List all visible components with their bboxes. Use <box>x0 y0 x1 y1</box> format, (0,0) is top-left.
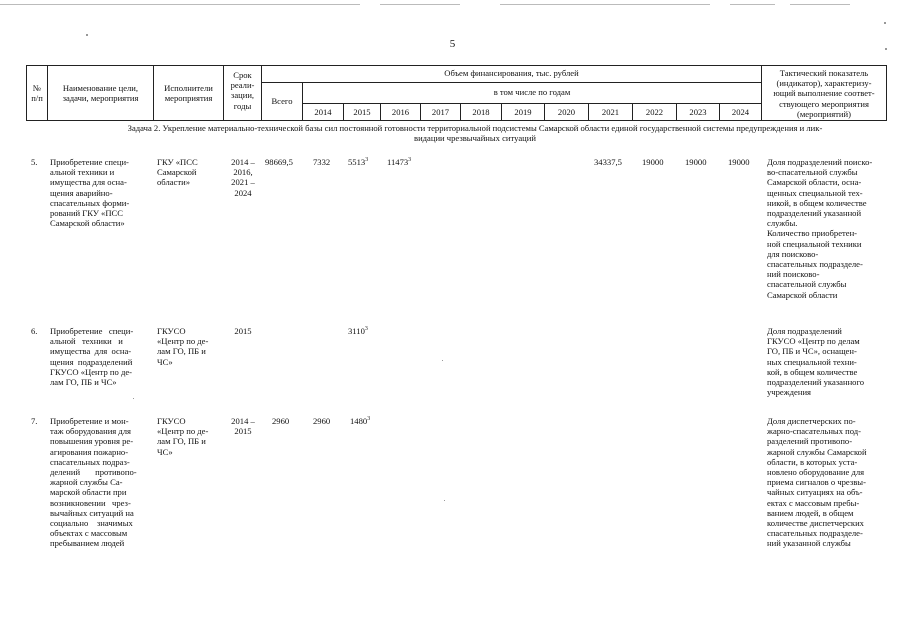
row-num: 6. <box>31 326 38 336</box>
year-2022: 2022 <box>645 107 664 117</box>
header-funding: Объем финансирования, тыс. рублей <box>444 68 579 78</box>
year-2020: 2020 <box>557 107 576 117</box>
scan-speck <box>86 34 88 36</box>
row-executor: ГКУСО «Центр по де- лам ГО, ПБ и ЧС» <box>157 326 209 367</box>
scan-speck <box>133 398 134 399</box>
year-2016: 2016 <box>391 107 410 117</box>
row-executor: ГКУ «ПСС Самарской области» <box>157 157 198 188</box>
row-term: 2014 – 2016, 2021 – 2024 <box>231 157 255 198</box>
row-2021: 34337,5 <box>594 157 622 167</box>
header-total: Всего <box>271 96 293 106</box>
row-2015: 1480$^3$ <box>350 416 371 426</box>
scan-speck <box>884 22 886 24</box>
row-2023: 19000 <box>685 157 707 167</box>
row-2015: 3110$^3$ <box>348 326 368 336</box>
row-2024: 19000 <box>728 157 750 167</box>
year-2014: 2014 <box>314 107 332 117</box>
row-2014: 2960 <box>313 416 331 426</box>
row-total: 2960 <box>272 416 290 426</box>
row-indicator: Доля подразделений поиско- во-спасательной службы Самарской области, осна- щенных специальной тех- никой, в общем количестве подразделений указанной службы. Количество приобретен- ной специальной техники для поисково- спасательных подразделе- ний поисково- спасательной службы Самарской области <box>767 157 873 300</box>
year-2024: 2024 <box>731 107 750 117</box>
header-by-years: в том числе по годам <box>493 87 571 97</box>
page-number: 5 <box>449 38 456 50</box>
year-2015: 2015 <box>353 107 371 117</box>
row-term: 2014 – 2015 <box>231 416 255 437</box>
scan-speck <box>442 360 443 361</box>
year-2023: 2023 <box>689 107 707 117</box>
row-executor: ГКУСО «Центр по де- лам ГО, ПБ и ЧС» <box>157 416 209 457</box>
year-2021: 2021 <box>601 107 620 117</box>
year-2019: 2019 <box>514 107 532 117</box>
task-heading: Задача 2. Укрепление материально-технической базы сил постоянной готовности территориальной подсистемы Самарской области единой государственной системы предупреждения и лик- видации чрезвычайных ситуаций <box>127 123 823 144</box>
header-term: Срок реали- зации, годы <box>230 70 255 111</box>
header-name: Наименование цели, задачи, мероприятия <box>62 83 139 104</box>
row-total: 98669,5 <box>265 157 293 167</box>
row-name: Приобретение и мон- таж оборудования для повышения уровня ре- агирования пожарно- спасательных подраз- делений противопо- жарной службы Са- марской области при возникновении чрез- вычайных ситуаций на социально значимых объектах с массовым пребыванием людей <box>50 416 137 549</box>
row-name: Приобретение специ- альной техники и имущества для осна- щения аварийно- спасательных форми- рований ГКУ «ПСС Самарской области» <box>50 157 130 229</box>
row-num: 7. <box>31 416 38 426</box>
header-indicator: Тактический показатель (индикатор), характеризу- ющий выполнение соответ- ствующего мероприятия (мероприятий) <box>773 68 875 119</box>
row-indicator: Доля диспетчерских по- жарно-спасательных под- разделений противопо- жарной службы Самарской области, в которых уста- новлено оборудование для приема сигналов о чрезвы- чайных ситуациях на объ- ектах с массовым пребы- ванием людей, в общем количестве диспетчерских спасательных подразделе- ний указанной службы <box>767 416 867 549</box>
scan-artifact-top <box>0 4 905 6</box>
row-2016: 11473$^3$ <box>387 157 412 167</box>
year-2018: 2018 <box>472 107 490 117</box>
header-num: № п/п <box>31 83 43 104</box>
row-name: Приобретение специ- альной техники и имущества для осна- щения подразделений ГКУСО «Центр по де- лам ГО, ПБ и ЧС» <box>50 326 134 388</box>
row-2022: 19000 <box>642 157 664 167</box>
row-2015: 5513$^3$ <box>348 157 369 167</box>
row-indicator: Доля подразделений ГКУСО «Центр по делам ГО, ПБ и ЧС», оснащен- ных специальной техни- кой, в общем количестве подразделений указанного учреждения <box>767 326 865 398</box>
row-term: 2015 <box>234 326 252 336</box>
row-num: 5. <box>31 157 38 167</box>
year-2017: 2017 <box>431 107 450 117</box>
row-2014: 7332 <box>313 157 331 167</box>
scan-speck <box>444 500 445 501</box>
header-executors: Исполнители мероприятия <box>164 83 213 104</box>
